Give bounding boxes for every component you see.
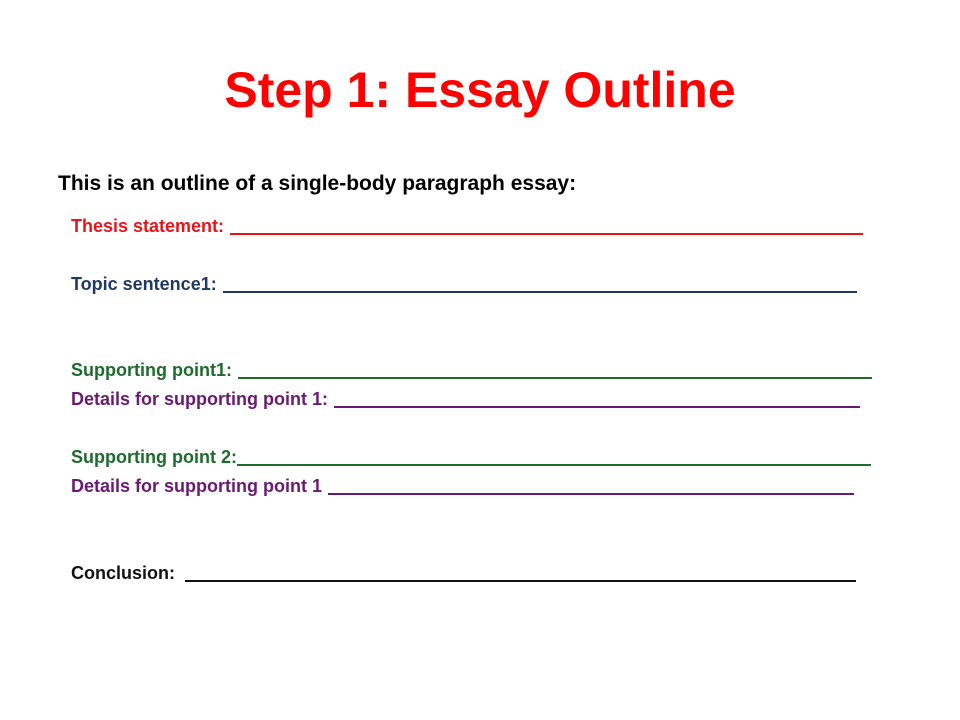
conclusion-blank bbox=[185, 580, 856, 582]
topic-sentence-line bbox=[71, 272, 857, 296]
details-1-line bbox=[71, 387, 860, 411]
details-1-label: Details for supporting point 1: bbox=[71, 389, 328, 409]
supporting-point-2-label: Supporting point 2: bbox=[71, 447, 237, 467]
supporting-point-1-label: Supporting point1: bbox=[71, 360, 232, 380]
supporting-point-2-line bbox=[71, 445, 871, 469]
topic-sentence-blank bbox=[223, 291, 857, 293]
supporting-point-2-blank bbox=[237, 464, 871, 466]
outline-intro: This is an outline of a single-body paragraph essay: bbox=[58, 172, 577, 195]
supporting-point-1-line bbox=[71, 358, 872, 382]
details-1-blank bbox=[334, 406, 860, 408]
thesis-line bbox=[71, 214, 863, 238]
thesis-label: Thesis statement: bbox=[71, 216, 225, 236]
thesis-blank bbox=[230, 233, 863, 235]
page-title: Step 1: Essay Outline bbox=[224, 62, 736, 118]
supporting-point-1-blank bbox=[238, 377, 872, 379]
topic-sentence-label: Topic sentence1: bbox=[71, 274, 217, 294]
conclusion-label: Conclusion: bbox=[71, 563, 175, 583]
details-2-blank bbox=[328, 493, 854, 495]
details-2-label: Details for supporting point 1 bbox=[71, 476, 322, 496]
conclusion-line bbox=[71, 561, 856, 585]
details-2-line bbox=[71, 474, 854, 498]
